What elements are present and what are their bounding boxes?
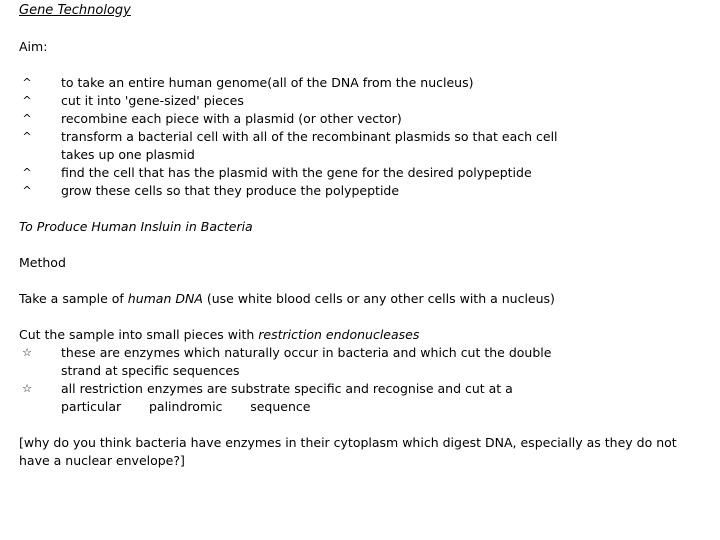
aim-item: transform a bacterial cell with all of the recombinant plasmids so that each cell bbox=[61, 129, 558, 144]
star-bullet-icon: ☆ bbox=[22, 346, 32, 359]
star-bullet-icon: ☆ bbox=[22, 382, 32, 395]
cut-item: these are enzymes which naturally occur in bacteria and which cut the double bbox=[61, 345, 552, 360]
sample-prefix: Take a sample of bbox=[19, 291, 128, 306]
aim-item: to take an entire human genome(all of the DNA from the nucleus) bbox=[61, 75, 474, 90]
cut-emphasis: restriction endonucleases bbox=[258, 327, 420, 342]
caret-bullet-icon: ^ bbox=[22, 94, 32, 107]
aim-item: find the cell that has the plasmid with the gene for the desired polypeptide bbox=[61, 165, 532, 180]
cut-item-continuation: particular palindromic sequence bbox=[61, 399, 311, 414]
aim-item: cut it into 'gene-sized' pieces bbox=[61, 93, 244, 108]
caret-bullet-icon: ^ bbox=[22, 166, 32, 179]
caret-bullet-icon: ^ bbox=[22, 112, 32, 125]
caret-bullet-icon: ^ bbox=[22, 130, 32, 143]
question-line: [why do you think bacteria have enzymes in their cytoplasm which digest DNA, especially as they do not bbox=[19, 435, 677, 450]
aim-item: recombine each piece with a plasmid (or other vector) bbox=[61, 111, 402, 126]
sample-instruction bbox=[19, 291, 555, 307]
cut-instruction bbox=[19, 327, 419, 343]
method-heading: Method bbox=[19, 255, 66, 270]
cut-item: all restriction enzymes are substrate specific and recognise and cut at a bbox=[61, 381, 513, 396]
sample-suffix: (use white blood cells or any other cells with a nucleus) bbox=[202, 291, 555, 306]
cut-item-continuation: strand at specific sequences bbox=[61, 363, 240, 378]
cut-prefix: Cut the sample into small pieces with bbox=[19, 327, 259, 342]
caret-bullet-icon: ^ bbox=[22, 184, 32, 197]
aim-item: grow these cells so that they produce the polypeptide bbox=[61, 183, 400, 198]
question-line: have a nuclear envelope?] bbox=[19, 453, 185, 468]
document-title: Gene Technology bbox=[19, 3, 131, 18]
sample-emphasis: human DNA bbox=[127, 291, 203, 306]
section-subheading: To Produce Human Insluin in Bacteria bbox=[19, 219, 253, 234]
aim-item-continuation: takes up one plasmid bbox=[61, 147, 195, 162]
aim-heading: Aim: bbox=[19, 39, 48, 54]
caret-bullet-icon: ^ bbox=[22, 76, 32, 89]
